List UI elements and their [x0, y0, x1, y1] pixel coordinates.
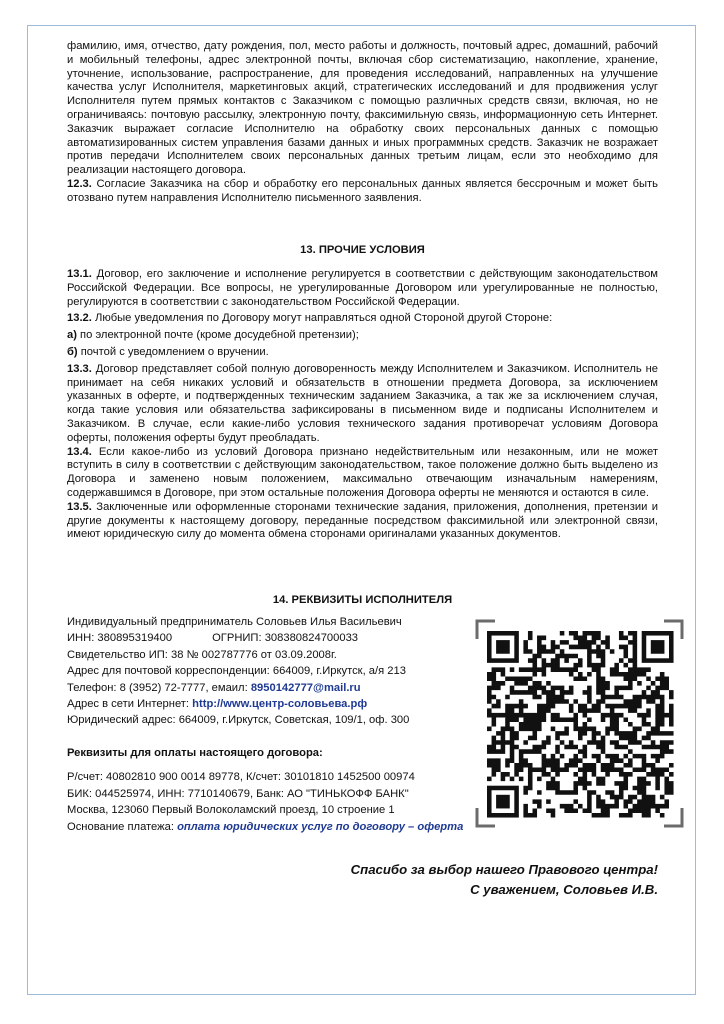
certificate: Свидетельство ИП: 38 № 002787776 от 03.09.2008г. — [67, 648, 337, 661]
clause-text: Заключенные или оформленные сторонами технические задания, приложения, дополнения, претензии и другие документы к настоящему договору, переданные посредством факсимильной или электронной связи, имеют юридическую силу до момента обмена сторонами оригиналами указанных документов. — [67, 500, 658, 541]
legal-address: Юридический адрес: 664009, г.Иркутск, Советская, 109/1, оф. 300 — [67, 714, 410, 727]
section-13-clauses — [67, 268, 658, 542]
payment-title: Реквизиты для оплаты настоящего договора: — [67, 747, 323, 759]
section-14-title: 14. РЕКВИЗИТЫ ИСПОЛНИТЕЛЯ — [272, 594, 453, 606]
contractor-name: Индивидуальный предприниматель Соловьев Илья Васильевич — [67, 616, 402, 628]
website — [67, 696, 409, 712]
clause-text: Любые уведомления по Договору могут направляться одной Стороной другой Стороне: — [91, 312, 553, 325]
website-label: Адрес в сети Интернет: — [67, 698, 193, 711]
email-link[interactable]: 8950142777@mail.ru — [250, 681, 361, 694]
clause-text: Договор представляет собой полную договоренность между Исполнителем и Заказчиком. Исполнитель не принимает на себя никаких условий и обязательств в отношении предмета Договора, за исключением указанных в оферте, и подтвержденных техническим заданием Заказчика, а так же за исключением случая, когда такие условия или обязательства зафиксированы в письменном виде и подписаны Исполнителем и Заказчиком. В случае, если какие-либо условия технического задания противоречат условиям Договора оферты, положения оферты будут преобладать. — [67, 362, 658, 444]
section-13 — [67, 244, 658, 258]
clause-13-4 — [67, 446, 658, 501]
clause-13-3 — [67, 363, 658, 446]
tax-ids — [67, 630, 409, 646]
inn: ИНН: 380895319400 — [67, 632, 173, 645]
phone-email — [67, 680, 409, 696]
clause-text: по электронной почте (кроме досудебной претензии); — [76, 329, 359, 342]
clause-text: Договор, его заключение и исполнение регулируется в соответствии с действующим законодательством Российской Федерации. Все вопросы, не урегулированные Договором или урегулированные не полностью, регулируются в соответствии с законодательством Российской Федерации. — [67, 268, 658, 308]
clause-number: 13.4. — [67, 445, 92, 458]
payment-basis — [67, 819, 463, 835]
ogrnip: ОГРНИП: 308380824700033 — [212, 632, 359, 645]
clause-number: 13.3. — [67, 362, 92, 375]
clause-text: почтой с уведомлением о вручении. — [77, 345, 269, 358]
clause-text: Согласие Заказчика на сбор и обработку его персональных данных является бессрочным и может быть отозвано путем направления Исполнителю письменного заявления. — [67, 177, 658, 204]
thanks-line: Спасибо за выбор нашего Правового центра! — [350, 862, 658, 877]
payment-basis-value: оплата юридических услуг по договору – оферта — [177, 820, 464, 833]
clause-text: Если какое-либо из условий Договора признано недействительным или незаконным, или не может вступить в силу в соответствии с действующим законодательством, такое положение должно быть выделено из Договора и заменено новым положением, максимально отвечающим изначальным намерениям, содержавшимся в Договоре, при этом остальные положения Договора оферты не меняются и остаются в силе. — [67, 445, 658, 499]
signature-line: С уважением, Соловьев И.В. — [470, 882, 658, 897]
clause-number: б) — [67, 345, 78, 358]
section-14 — [67, 594, 658, 608]
contractor-requisites — [67, 614, 409, 729]
clause-number: а) — [67, 329, 77, 342]
payment-details — [67, 745, 463, 835]
qr-code — [475, 619, 684, 828]
closing — [351, 860, 658, 900]
bank-info: БИК: 044525974, ИНН: 7710140679, Банк: АО "ТИНЬКОФФ БАНК" — [67, 787, 409, 800]
qr-modules — [487, 631, 674, 818]
clause-number: 13.2. — [67, 312, 92, 325]
postal-address: Адрес для почтовой корреспонденции: 664009, г.Иркутск, а/я 213 — [67, 665, 406, 678]
bank-address: Москва, 123060 Первый Волоколамский проезд, 10 строение 1 — [67, 804, 395, 817]
consent-paragraph: фамилию, имя, отчество, дату рождения, пол, место работы и должность, почтовый адрес, домашний, рабочий и мобильный телефоны, адрес электронной почты, включая сбор систематизацию, накопление, хранение, уточнение, использование, распространение, для проведения исследований, направленных на улучшение качества услуг Исполнителя, маркетинговых акций, стратегических исследований и для продвижения услуг Исполнителя путем прямых контактов с Заказчиком с помощью различных средств связи, включая, но не ограничиваясь: почтовую рассылку, электронную почту, факсимильную связь, информационную сеть Интернет. Заказчик выражает согласие Исполнителю на обработку своих персональных данных с помощью автоматизированных систем управления базами данных и иных программных средств. Заказчик не возражает против передачи Исполнителем своих персональных данных третьим лицам, если это необходимо для реализации настоящего договора. — [67, 40, 658, 177]
personal-data-clause — [67, 40, 658, 206]
payment-basis-label: Основание платежа: — [67, 820, 178, 833]
clause-number: 13.1. — [67, 268, 92, 280]
clause-number: 12.3. — [67, 177, 92, 190]
website-link[interactable]: http://www.центр-соловьева.рф — [192, 698, 368, 711]
clause-13-5 — [67, 501, 658, 542]
phone: Телефон: 8 (3952) 72-7777, емаил: — [67, 681, 251, 694]
clause-13-2-a — [67, 329, 658, 343]
clause-13-2-b — [67, 346, 658, 360]
clause-13-2 — [67, 312, 658, 326]
clause-12-3 — [67, 178, 658, 206]
bank-accounts: Р/счет: 40802810 900 0014 89778, К/счет: 30101810 1452500 00974 — [67, 771, 415, 784]
clause-number: 13.5. — [67, 500, 92, 513]
section-13-title: 13. ПРОЧИЕ УСЛОВИЯ — [300, 244, 425, 256]
clause-13-1 — [67, 268, 658, 309]
